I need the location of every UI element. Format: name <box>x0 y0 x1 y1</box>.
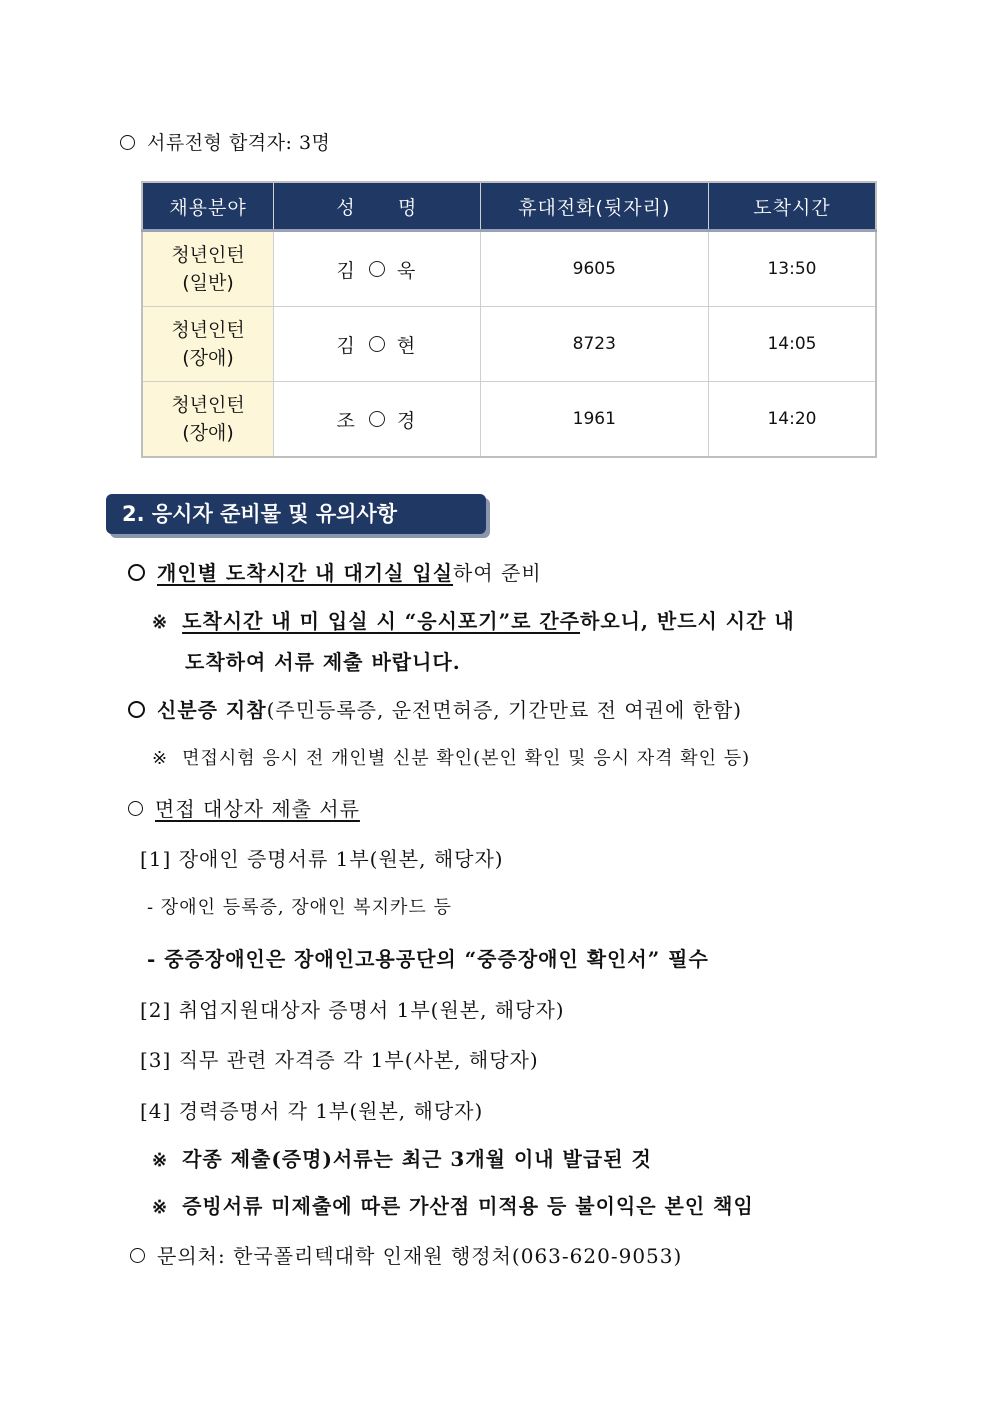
circle-bullet-icon <box>128 801 143 816</box>
doc-3: [3] 직무 관련 자격증 각 1부(사본, 해당자) <box>140 1048 539 1072</box>
cell-name <box>274 231 481 307</box>
reference-mark-icon: ※ <box>152 1197 169 1218</box>
name-first: 김 <box>336 259 357 282</box>
cell-arrival: 14:05 <box>708 307 876 382</box>
table-row <box>142 231 876 307</box>
table-row <box>142 307 876 382</box>
section1-title-text: 서류전형 합격자: 3명 <box>147 132 331 154</box>
circle-bullet-icon <box>128 564 145 581</box>
item-documents <box>128 793 360 822</box>
masked-circle-icon <box>369 336 385 352</box>
contact-text: 문의처: 한국폴리텍대학 인재원 행정처(063-620-9053) <box>157 1244 683 1268</box>
cell-field <box>142 382 274 458</box>
note-arrival <box>152 605 795 634</box>
note-identity-check-text: 면접시험 응시 전 개인별 신분 확인(본인 확인 및 응시 자격 확인 등) <box>182 748 751 769</box>
doc-1-sub-1: - 장애인 등록증, 장애인 복지카드 등 <box>147 897 452 918</box>
reference-mark-icon: ※ <box>152 612 169 633</box>
note-disadvantage-text: 증빙서류 미제출에 따른 가산점 미적용 등 불이익은 본인 책임 <box>182 1194 754 1218</box>
masked-circle-icon <box>369 261 385 277</box>
note-issued-recently-text: 각종 제출(증명)서류는 최근 3개월 이내 발급된 것 <box>182 1147 652 1171</box>
contact <box>130 1240 682 1269</box>
item-id-card-rest: (주민등록증, 운전면허증, 기간만료 전 여권에 한함) <box>266 698 743 722</box>
note-arrival-line2: 도착하여 서류 제출 바랍니다. <box>185 650 461 674</box>
cell-phone: 9605 <box>480 231 708 307</box>
field-line1: 청년인턴 <box>171 319 245 341</box>
reference-mark-icon: ※ <box>152 1150 169 1171</box>
item-documents-text: 면접 대상자 제출 서류 <box>155 797 360 821</box>
header-field: 채용분야 <box>142 182 274 231</box>
name-first: 조 <box>336 409 357 432</box>
note-arrival-rest: 하오니, 반드시 시간 내 <box>580 609 795 633</box>
masked-circle-icon <box>369 411 385 427</box>
name-last: 욱 <box>396 259 418 282</box>
table-row <box>142 382 876 458</box>
item-arrival <box>128 557 542 586</box>
cell-field <box>142 231 274 307</box>
header-arrival: 도착시간 <box>708 182 876 231</box>
name-last: 현 <box>396 334 418 357</box>
item-arrival-rest: 하여 준비 <box>453 561 542 585</box>
cell-name <box>274 382 481 458</box>
cell-arrival: 14:20 <box>708 382 876 458</box>
field-line1: 청년인턴 <box>171 394 245 416</box>
section1-title <box>120 128 330 155</box>
circle-bullet-icon <box>128 701 145 718</box>
reference-mark-icon: ※ <box>152 748 169 769</box>
note-disadvantage <box>152 1190 754 1219</box>
field-line2: (장애) <box>182 347 234 369</box>
field-line1: 청년인턴 <box>171 244 245 266</box>
item-id-card-bold: 신분증 지참 <box>157 698 267 722</box>
field-line2: (일반) <box>182 272 234 294</box>
doc-1-sub-2: - 중증장애인은 장애인고용공단의 “중증장애인 확인서” 필수 <box>147 947 709 971</box>
doc-1: [1] 장애인 증명서류 1부(원본, 해당자) <box>140 847 504 871</box>
doc-2: [2] 취업지원대상자 증명서 1부(원본, 해당자) <box>140 998 565 1022</box>
applicants-table <box>141 181 877 458</box>
cell-arrival: 13:50 <box>708 231 876 307</box>
name-last: 경 <box>396 409 418 432</box>
item-arrival-underlined: 개인별 도착시간 내 대기실 입실 <box>157 561 454 585</box>
circle-bullet-icon <box>130 1248 145 1263</box>
cell-name <box>274 307 481 382</box>
note-issued-recently <box>152 1143 652 1172</box>
cell-phone: 8723 <box>480 307 708 382</box>
doc-4: [4] 경력증명서 각 1부(원본, 해당자) <box>140 1099 484 1123</box>
header-phone: 휴대전화(뒷자리) <box>480 182 708 231</box>
field-line2: (장애) <box>182 422 234 444</box>
note-arrival-underlined: 도착시간 내 미 입실 시 “응시포기”로 간주 <box>182 609 580 633</box>
circle-bullet-icon <box>120 135 135 150</box>
item-id-card <box>128 694 742 723</box>
note-identity-check <box>152 744 750 770</box>
table-header-row <box>142 182 876 231</box>
section2-heading: 2. 응시자 준비물 및 유의사항 <box>106 494 486 534</box>
cell-field <box>142 307 274 382</box>
cell-phone: 1961 <box>480 382 708 458</box>
header-name: 성 명 <box>274 182 481 231</box>
name-first: 김 <box>336 334 357 357</box>
